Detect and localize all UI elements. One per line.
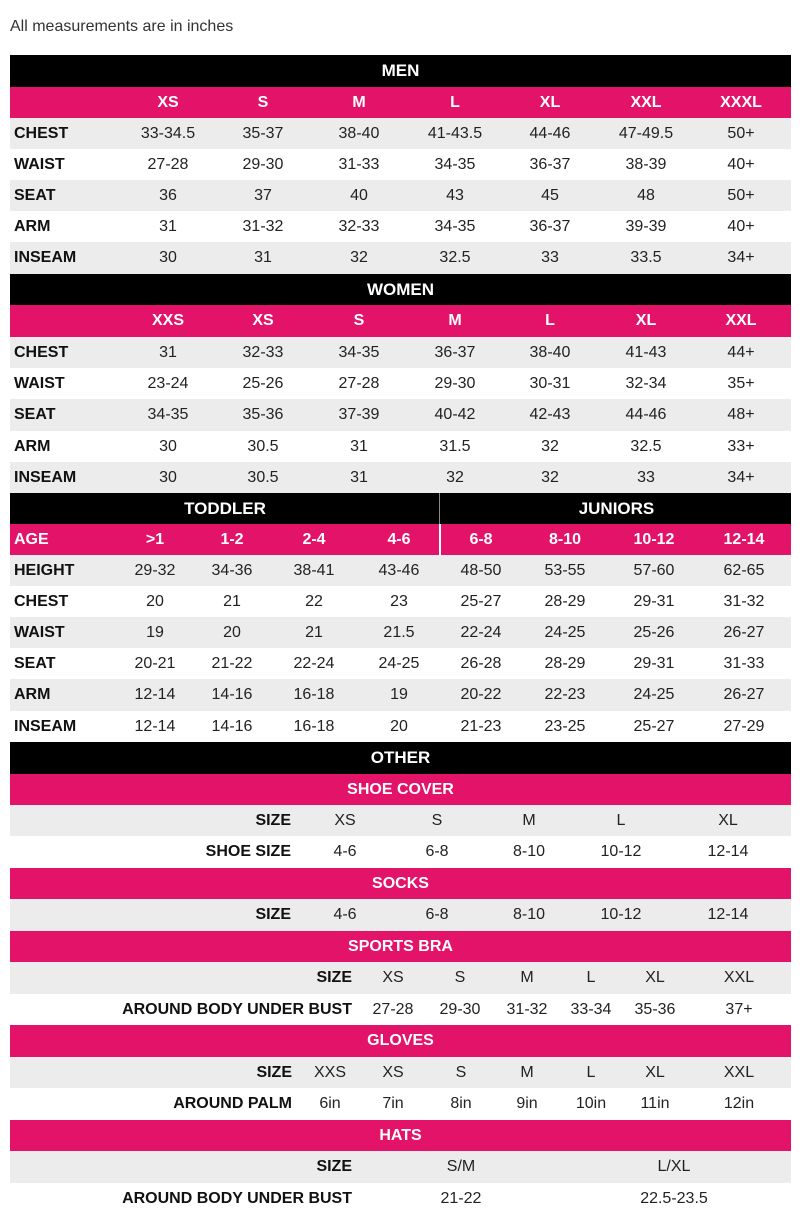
table-cell: 25-27 [460,592,502,610]
table-cell: 48+ [727,406,755,423]
table-cell: 9in [516,1095,538,1112]
table-cell: 33-34.5 [140,124,196,142]
table-cell: 32 [541,468,559,486]
table-cell: 30.5 [247,468,279,486]
table-cell: M [520,969,534,986]
table-cell: 38-39 [625,155,667,173]
table-cell: 48-50 [460,561,502,579]
measure-label: SHOE SIZE [205,843,291,860]
table-cell: XL [645,1063,665,1081]
size-label: SIZE [255,906,291,923]
table-cell: 33.5 [630,249,662,266]
table-cell: 44-46 [625,406,667,423]
age-label-cell: 6-8 [469,530,493,548]
row-label: HEIGHT [14,561,75,579]
row-label: INSEAM [14,717,77,735]
women-size-label: XL [635,312,657,329]
table-cell: M [520,1063,534,1081]
table-cell: 21-23 [460,717,502,735]
table-cell: 23-24 [147,374,189,392]
women-size-row [10,305,791,337]
size-label: SIZE [316,969,352,986]
table-cell: 42-43 [529,406,571,423]
table-cell: 31-32 [723,592,765,610]
table-cell: 34+ [727,249,755,266]
table-cell: M [522,811,536,829]
table-cell: 29-30 [434,374,476,392]
socks-header [10,868,791,899]
table-cell: 35+ [727,374,755,392]
table-cell: 4-6 [333,906,357,923]
table-cell: 21-22 [211,654,253,672]
measure-label: AROUND BODY UNDER BUST [122,1000,352,1018]
table-cell: 37-39 [338,406,380,423]
age-label-cell: >1 [145,530,165,548]
gloves-title: GLOVES [367,1032,434,1049]
table-cell: 30 [159,437,177,455]
table-cell: 32 [541,437,559,455]
table-cell: 22 [305,592,323,610]
women-title: WOMEN [366,279,435,299]
table-cell: 32.5 [630,437,662,455]
kids-row-inseam [10,711,791,742]
table-cell: 25-26 [633,623,675,641]
table-cell: 20 [390,717,408,735]
kids-row-chest [10,586,791,617]
table-cell: 20-21 [134,654,176,672]
sports-bra-header [10,931,791,962]
women-size-label: S [353,312,365,329]
women-size-label: XS [252,312,274,329]
table-cell: 12-14 [707,843,749,860]
table-cell: 20 [146,592,164,610]
table-cell: 6-8 [425,843,449,860]
sports-bra-title: SPORTS BRA [348,937,453,955]
row-label: WAIST [14,374,65,392]
table-cell: 16-18 [293,717,335,735]
table-cell: XXL [723,969,755,986]
men-size-label: L [450,93,460,111]
gloves-size-row [10,1057,791,1088]
table-cell: 40-42 [434,406,476,423]
juniors-title: JUNIORS [578,498,655,518]
hats-size-row [10,1151,791,1183]
row-label: INSEAM [14,249,77,266]
age-label-cell: 12-14 [723,530,765,548]
table-cell: 36-37 [529,217,571,235]
table-cell: 12-14 [134,686,176,703]
table-cell: 36-37 [434,343,476,361]
table-cell: 34-36 [211,561,253,579]
table-cell: 19 [390,686,408,703]
men-size-label: XL [539,93,561,111]
age-label-cell: 4-6 [387,530,411,548]
table-cell: 34-35 [147,406,189,423]
table-cell: L [586,1063,596,1081]
table-cell: 33-34 [570,1000,612,1018]
socks-title: SOCKS [372,874,429,892]
table-cell: 32-33 [242,343,284,361]
table-cell: 21-22 [440,1189,482,1207]
table-cell: 27-28 [338,374,380,392]
row-label: SEAT [14,186,56,204]
men-row-waist [10,149,791,180]
table-cell: 31-32 [506,1000,548,1018]
age-label: AGE [14,530,49,548]
table-cell: 31 [350,468,368,486]
section-divider [439,493,440,524]
table-cell: 24-25 [633,686,675,703]
table-cell: 12in [723,1095,755,1112]
shoe-cover-size-row [10,805,791,836]
men-size-label: M [352,93,366,111]
row-label: ARM [14,437,51,455]
table-cell: 31 [350,437,368,455]
table-cell: 35-36 [634,1000,676,1018]
women-row-arm [10,431,791,462]
table-cell: 14-16 [211,717,253,735]
table-cell: 30 [159,249,177,266]
table-cell: 50+ [727,186,755,204]
row-label: ARM [14,686,51,703]
table-cell: S [431,811,443,829]
kids-row-arm [10,679,791,711]
table-cell: 30 [159,468,177,486]
hats-measure-row [10,1183,791,1214]
table-cell: 33 [541,249,559,266]
table-cell: 41-43.5 [427,124,483,142]
table-cell: 22-23 [544,686,586,703]
table-cell: 37 [254,186,272,204]
men-size-label: XXL [630,93,662,111]
table-cell: 29-30 [439,1000,481,1018]
sports-bra-size-row [10,962,791,994]
table-cell: XS [382,969,404,986]
table-cell: 29-31 [633,592,675,610]
table-cell: 29-30 [242,155,284,173]
table-cell: XXL [723,1063,755,1081]
table-cell: 44+ [727,343,755,361]
toddler-title: TODDLER [184,498,266,518]
table-cell: 43 [446,186,464,204]
table-cell: 40+ [727,155,755,173]
women-row-waist [10,368,791,399]
table-cell: 31-33 [723,654,765,672]
table-cell: 21 [305,623,323,641]
women-size-label: M [448,312,462,329]
table-cell: 47-49.5 [618,124,674,142]
table-cell: 27-28 [372,1000,414,1018]
table-cell: 31 [159,217,177,235]
table-cell: 38-40 [338,124,380,142]
table-cell: 27-28 [147,155,189,173]
shoe-cover-title: SHOE COVER [347,780,454,798]
table-cell: 6in [319,1095,341,1112]
other-header [10,742,791,774]
row-label: SEAT [14,406,56,423]
table-cell: 36 [159,186,177,204]
men-row-seat [10,180,791,211]
row-label: ARM [14,217,51,235]
table-cell: 34-35 [338,343,380,361]
table-cell: L [586,969,596,986]
table-cell: 32.5 [439,249,471,266]
table-cell: 20-22 [460,686,502,703]
row-label: SEAT [14,654,56,672]
table-cell: 4-6 [333,843,357,860]
size-chart [10,55,791,1214]
table-cell: 41-43 [625,343,667,361]
men-size-label: XXXL [720,93,762,111]
table-cell: 45 [541,186,559,204]
table-cell: L/XL [657,1158,691,1175]
table-cell: XS [382,1063,404,1081]
measurement-note: All measurements are in inches [10,18,234,35]
table-cell: 8in [450,1095,472,1112]
kids-header [10,493,791,524]
table-cell: 29-31 [633,654,675,672]
measure-label: AROUND PALM [173,1095,292,1112]
table-cell: 21.5 [383,623,415,641]
men-size-label: S [257,93,269,111]
table-cell: 31 [159,343,177,361]
row-label: INSEAM [14,468,77,486]
gloves-measure-row [10,1088,791,1120]
table-cell: 33+ [727,437,755,455]
table-cell: 32 [446,468,464,486]
table-cell: 32-33 [338,217,380,235]
table-cell: 10-12 [600,843,642,860]
women-row-inseam [10,462,791,493]
table-cell: 35-37 [242,124,284,142]
men-row-chest [10,118,791,149]
table-cell: 25-26 [242,374,284,392]
men-row-inseam [10,242,791,274]
table-cell: 26-27 [723,686,765,703]
table-cell: 30-31 [529,374,571,392]
table-cell: 22-24 [293,654,335,672]
socks-size-row [10,899,791,931]
table-cell: 24-25 [544,623,586,641]
table-cell: XS [334,811,356,829]
men-title: MEN [381,61,420,80]
table-cell: 36-37 [529,155,571,173]
table-cell: 62-65 [723,561,765,579]
men-header [10,55,791,87]
women-size-label: L [545,312,555,329]
table-cell: 12-14 [134,717,176,735]
table-cell: 16-18 [293,686,335,703]
hats-title: HATS [379,1126,422,1144]
table-cell: L [616,811,626,829]
table-cell: 25-27 [633,717,675,735]
women-row-chest [10,337,791,368]
kids-age-row [10,524,791,555]
table-cell: 22.5-23.5 [640,1189,708,1207]
row-label: CHEST [14,343,69,361]
table-cell: 8-10 [512,906,546,923]
table-cell: 31-32 [242,217,284,235]
table-cell: 26-28 [460,654,502,672]
table-cell: 38-41 [293,561,335,579]
table-cell: 31 [254,249,272,266]
table-cell: 27-29 [723,717,765,735]
table-cell: 38-40 [529,343,571,361]
table-cell: 23 [390,592,408,610]
table-cell: 20 [223,623,241,641]
table-cell: 32-34 [625,374,667,392]
table-cell: S [455,1063,467,1081]
table-cell: 11in [640,1095,670,1112]
measure-label: AROUND BODY UNDER BUST [122,1189,352,1207]
table-cell: 29-32 [134,561,176,579]
men-size-label: XS [157,93,179,111]
table-cell: 30.5 [247,437,279,455]
table-cell: 14-16 [211,686,253,703]
size-label: SIZE [255,811,291,829]
table-cell: 28-29 [544,654,586,672]
men-size-row [10,87,791,118]
table-cell: 10-12 [600,906,642,923]
women-header [10,274,791,305]
table-cell: 35-36 [242,406,284,423]
table-cell: 31-33 [338,155,380,173]
table-cell: 33 [637,468,655,486]
section-divider [439,524,441,555]
table-cell: 50+ [727,124,755,142]
hats-header [10,1120,791,1151]
table-cell: 40+ [727,217,755,235]
table-cell: 37+ [725,1000,753,1018]
table-cell: 48 [637,186,655,204]
shoe-cover-measure-row [10,836,791,868]
table-cell: 57-60 [633,561,675,579]
women-size-label: XXL [725,312,757,329]
table-cell: XL [645,969,665,986]
table-cell: XXS [313,1063,346,1081]
table-cell: 44-46 [529,124,571,142]
table-cell: 24-25 [378,654,420,672]
table-cell: 28-29 [544,592,586,610]
table-cell: 31.5 [439,437,471,455]
women-row-seat [10,399,791,431]
table-cell: 19 [146,623,164,641]
table-cell: 39-39 [625,217,667,235]
shoe-cover-header [10,774,791,805]
age-label-cell: 10-12 [633,530,675,548]
row-label: CHEST [14,592,69,610]
table-cell: 6-8 [425,906,449,923]
table-cell: 26-27 [723,623,765,641]
gloves-header [10,1025,791,1057]
table-cell: 34-35 [434,155,476,173]
table-cell: 34+ [727,468,755,486]
table-cell: 40 [350,186,368,204]
size-label: SIZE [256,1063,292,1081]
table-cell: 23-25 [544,717,586,735]
kids-row-seat [10,648,791,679]
men-row-arm [10,211,791,242]
age-label-cell: 8-10 [548,530,582,548]
table-cell: 22-24 [460,623,502,641]
kids-row-waist [10,617,791,648]
table-cell: S/M [446,1158,476,1175]
row-label: WAIST [14,155,65,173]
table-cell: 12-14 [707,906,749,923]
table-cell: 8-10 [512,843,546,860]
row-label: CHEST [14,124,69,142]
sports-bra-measure-row [10,994,791,1025]
size-label: SIZE [316,1158,352,1175]
table-cell: 53-55 [544,561,586,579]
women-size-label: XXS [151,312,184,329]
table-cell: S [454,969,466,986]
table-cell: 21 [223,592,241,610]
table-cell: 10in [575,1095,607,1112]
table-cell: 32 [350,249,368,266]
table-cell: 7in [382,1095,404,1112]
table-cell: XL [718,811,738,829]
kids-row-height [10,555,791,586]
table-cell: 43-46 [378,561,420,579]
table-cell: 34-35 [434,217,476,235]
age-label-cell: 2-4 [302,530,326,548]
other-title: OTHER [370,748,431,767]
age-label-cell: 1-2 [220,530,244,548]
row-label: WAIST [14,623,65,641]
